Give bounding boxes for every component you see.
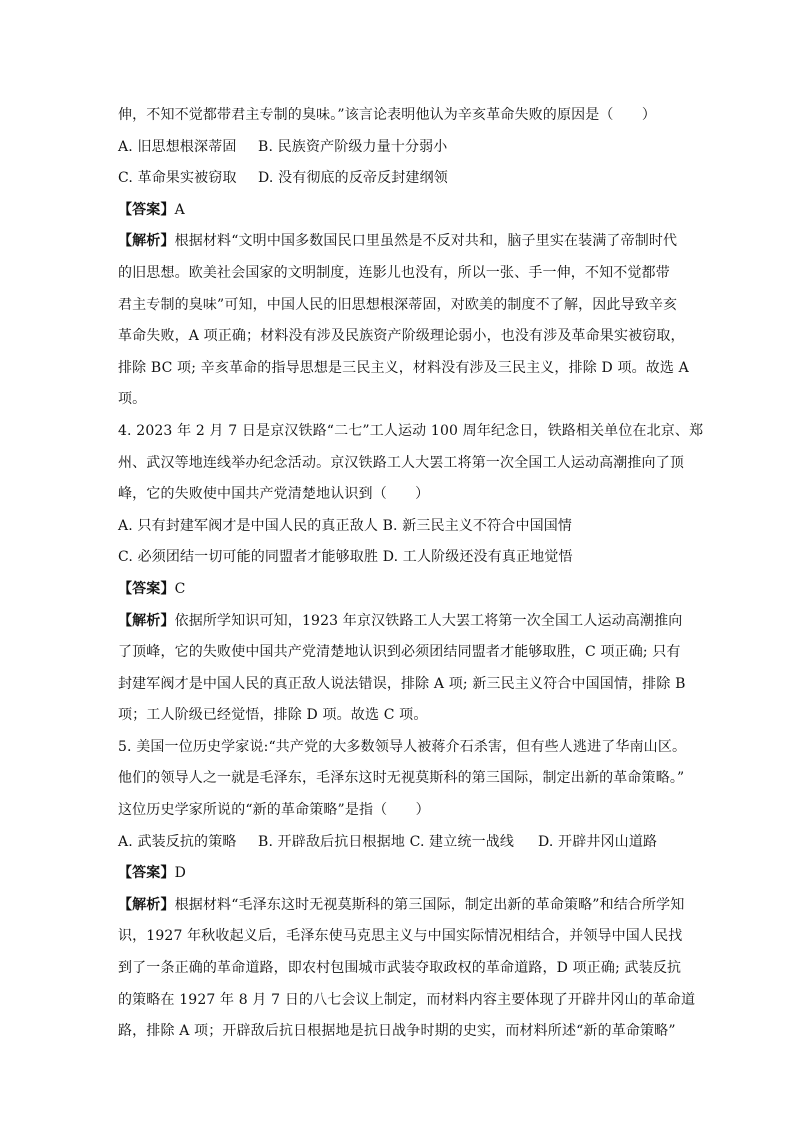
option-d: D. 开辟井冈山道路 (538, 833, 658, 850)
question-4-analysis-line: 了顶峰，它的失败使中国共产党清楚地认识到必须团结同盟者才能够取胜，C 项正确; 只有 (118, 644, 681, 661)
option-d: D. 没有彻底的反帝反封建纲领 (258, 170, 448, 187)
question-4-options-ab: A. 只有封建军阀才是中国人民的真正敌人 B. 新三民主义不符合中国国情 (118, 517, 573, 534)
option-b-c: B. 开辟敌后抗日根据地 C. 建立统一战线 (258, 833, 515, 850)
answer-tag: 【答案】 (118, 865, 175, 882)
question-4-answer (118, 574, 678, 606)
option-a: A. 旧思想根深蒂固 (118, 138, 237, 155)
analysis-tag: 【解析】 (118, 896, 175, 913)
question-5-stem-line: 这位历史学家所说的“新的革命策略”是指（ ） (118, 802, 430, 819)
question-4-stem-line: 峰，它的失败使中国共产党清楚地认识到（ ） (118, 486, 430, 503)
analysis-tag: 【解析】 (118, 612, 175, 629)
analysis-text: 依据所学知识可知，1923 年京汉铁路工人大罢工将第一次全国工人运动高潮推向 (174, 612, 683, 629)
answer-value: C (174, 580, 186, 597)
question-5-analysis-line: 的策略在 1927 年 8 月 7 日的八七会议上制定，而材料内容主要体现了开辟井冈山的革命道 (118, 991, 696, 1008)
question-3-analysis-line: 君主专制的臭味”可知，中国人民的旧思想根深蒂固，对欧美的制度不了解，因此导致辛亥 (118, 296, 678, 313)
question-3-analysis-line: 排除 BC 项; 辛亥革命的指导思想是三民主义，材料没有涉及三民主义，排除 D 项。故选 A (118, 359, 689, 376)
question-4-analysis-line: 封建军阀才是中国人民的真正敌人说法错误，排除 A 项; 新三民主义符合中国国情，排除 B (118, 675, 686, 692)
page-content (118, 100, 704, 1048)
question-5-stem-line: 5. 美国一位历史学家说:“共产党的大多数领导人被蒋介石杀害，但有些人逃进了华南山区。 (118, 738, 687, 755)
question-5-analysis-line (118, 890, 685, 922)
question-4-analysis-line: 项；工人阶级已经觉悟，排除 D 项。故选 C 项。 (118, 707, 428, 724)
question-5-analysis-line: 识，1927 年秋收起义后，毛泽东使马克思主义与中国实际情况相结合，并领导中国人民找 (118, 928, 683, 945)
question-5-options (118, 827, 678, 859)
option-b: B. 民族资产阶级力量十分弱小 (258, 138, 448, 155)
question-3-analysis-line: 的旧思想。欧美社会国家的文明制度，连影儿也没有，所以一张、手一伸，不知不觉都带 (118, 264, 670, 281)
question-5-analysis-line: 到了一条正确的革命道路，即农村包围城市武装夺取政权的革命道路，D 项正确; 武装反抗 (118, 960, 682, 977)
answer-value: A (174, 201, 185, 218)
question-4-options-cd: C. 必须团结一切可能的同盟者才能够取胜 D. 工人阶级还没有真正地觉悟 (118, 549, 573, 566)
question-5-stem-line: 他们的领导人之一就是毛泽东，毛泽东这时无视莫斯科的第三国际，制定出新的革命策略。” (118, 770, 685, 787)
answer-value: D (174, 865, 186, 882)
question-3-options-cd (118, 163, 678, 195)
question-3-analysis-line (118, 226, 678, 258)
question-5-analysis-line: 路，排除 A 项；开辟敌后抗日根据地是抗日战争时期的史实，而材料所述“新的革命策略” (118, 1023, 676, 1040)
option-c: C. 革命果实被窃取 (118, 170, 237, 187)
question-3-analysis-line: 革命失败，A 项正确；材料没有涉及民族资产阶级理论弱小，也没有涉及革命果实被窃取， (118, 328, 685, 345)
question-3-answer (118, 195, 678, 227)
question-3-stem-tail: 伸，不知不觉都带君主专制的臭味。”该言论表明他认为辛亥革命失败的原因是（ ） (118, 107, 657, 123)
answer-tag: 【答案】 (118, 580, 175, 597)
question-3-options-ab (118, 132, 678, 164)
question-4-stem-line: 州、武汉等地连线举办纪念活动。京汉铁路工人大罢工将第一次全国工人运动高潮推向了顶 (118, 454, 684, 471)
answer-tag: 【答案】 (118, 201, 175, 218)
question-3-analysis-line: 项。 (118, 391, 147, 408)
analysis-text: 根据材料“毛泽东这时无视莫斯科的第三国际，制定出新的革命策略”和结合所学知 (174, 896, 685, 913)
question-5-answer (118, 858, 678, 890)
question-4-stem-line: 4. 2023 年 2 月 7 日是京汉铁路“二七”工人运动 100 周年纪念日，铁路相关单位在北京、郑 (118, 422, 704, 439)
question-4-analysis-line (118, 606, 683, 638)
analysis-text: 根据材料“文明中国多数国民口里虽然是不反对共和，脑子里实在装满了帝制时代 (174, 233, 678, 250)
option-a: A. 武装反抗的策略 (118, 833, 237, 850)
analysis-tag: 【解析】 (118, 233, 175, 250)
